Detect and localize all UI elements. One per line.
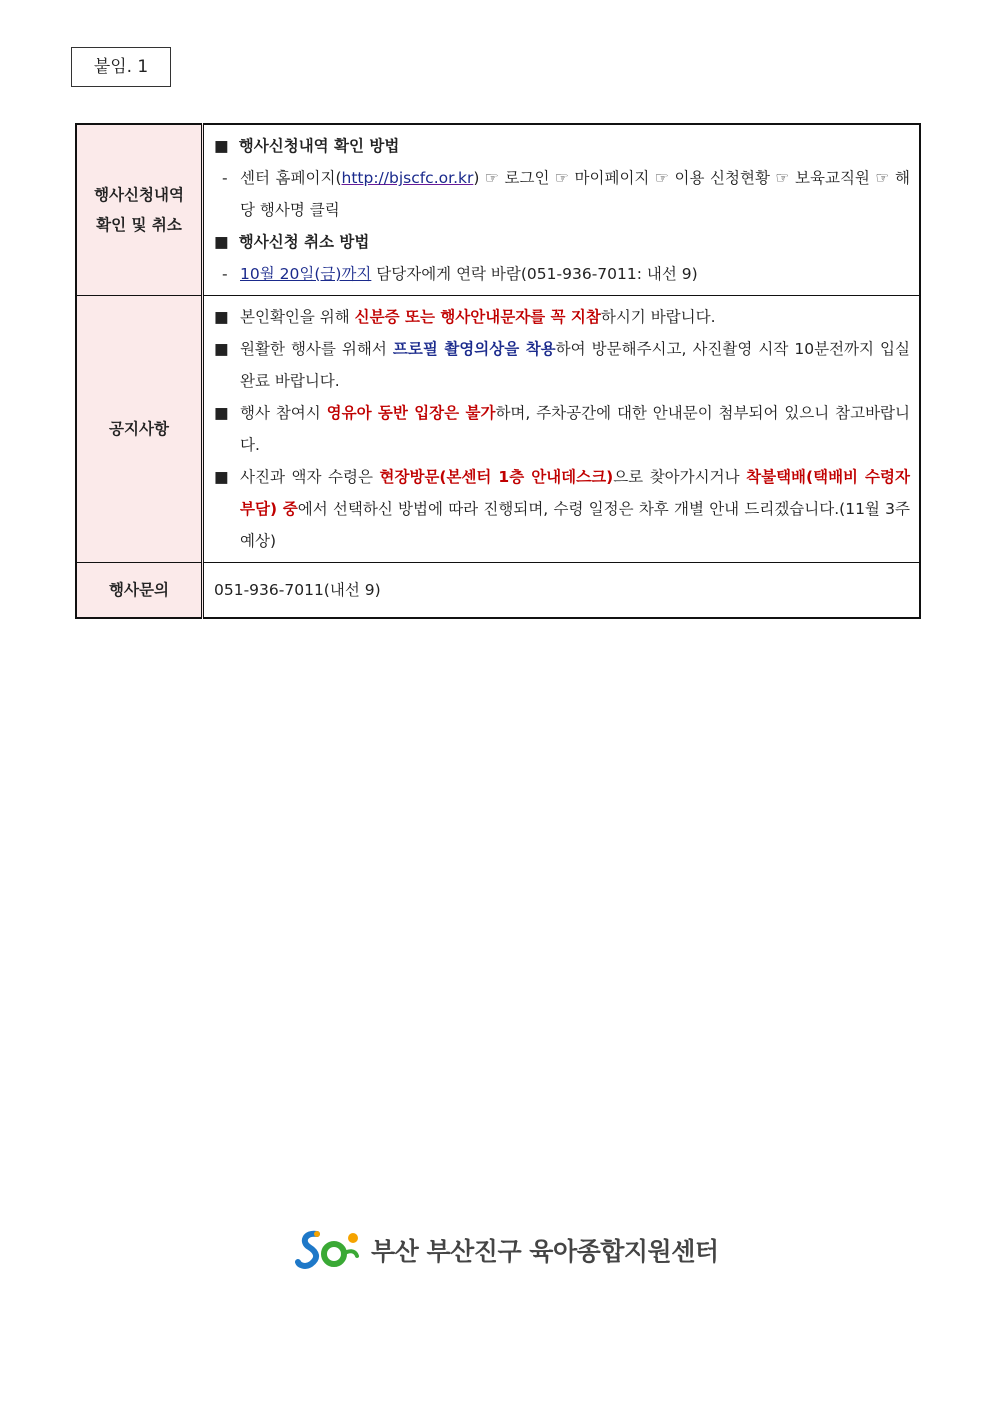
row-label-check-cancel bbox=[76, 124, 203, 296]
homepage-link[interactable]: http://bjscfc.or.kr bbox=[341, 169, 474, 187]
label-line: 행사신청내역 bbox=[94, 186, 184, 204]
notice-item: ■ 사진과 액자 수령은 현장방문(본센터 1층 안내데스크)으로 찾아가시거나 착불택배(택배비 수령자 부담) 중에서 선택하신 방법에 따라 진행되며, 수령 일정은 차후 개별 안내 드리겠습니다.(11월 3주 예상) bbox=[214, 461, 910, 557]
section-heading-cancel: ■ 행사신청 취소 방법 bbox=[214, 226, 910, 258]
table-row-notice bbox=[76, 296, 920, 563]
footer-branding bbox=[295, 1228, 719, 1272]
cancel-method-line: - 10월 20일(금)까지 담당자에게 연락 바람(051-936-7011: 내선 9) bbox=[222, 265, 698, 283]
table-row-contact bbox=[76, 563, 920, 619]
event-info-table bbox=[75, 123, 921, 619]
bullet-square-icon: ■ bbox=[214, 404, 229, 422]
bullet-square-icon: ■ bbox=[214, 340, 229, 358]
row-content-notice bbox=[203, 296, 921, 563]
section-heading-check: ■ 행사신청내역 확인 방법 bbox=[214, 130, 910, 162]
notice-item: ■ 원활한 행사를 위해서 프로필 촬영의상을 착용하여 방문해주시고, 사진촬영 시작 10분전까지 입실완료 바랍니다. bbox=[214, 333, 910, 397]
contact-phone: 051-936-7011(내선 9) bbox=[203, 563, 921, 619]
row-label-notice: 공지사항 bbox=[76, 296, 203, 563]
row-content-check-cancel bbox=[203, 124, 921, 296]
label-line: 확인 및 취소 bbox=[96, 216, 182, 234]
bullet-square-icon: ■ bbox=[214, 137, 229, 155]
cancel-deadline: 10월 20일(금)까지 bbox=[240, 265, 372, 283]
bjscfc-logo-icon bbox=[295, 1228, 363, 1272]
org-name: 부산 부산진구 육아종합지원센터 bbox=[371, 1237, 719, 1266]
row-label-contact: 행사문의 bbox=[76, 563, 203, 619]
bullet-square-icon: ■ bbox=[214, 308, 229, 326]
bullet-square-icon: ■ bbox=[214, 468, 229, 486]
attachment-label: 붙임. 1 bbox=[71, 47, 171, 87]
notice-item: ■ 행사 참여시 영유아 동반 입장은 불가하며, 주차공간에 대한 안내문이 첨부되어 있으니 참고바랍니다. bbox=[214, 397, 910, 461]
table-row-check-cancel bbox=[76, 124, 920, 296]
bullet-square-icon: ■ bbox=[214, 233, 229, 251]
check-method-line: - 센터 홈페이지(http://bjscfc.or.kr) ☞ 로그인 ☞ 마이페이지 ☞ 이용 신청현황 ☞ 보육교직원 ☞ 해당 행사명 클릭 bbox=[222, 169, 910, 219]
notice-item: ■ 본인확인을 위해 신분증 또는 행사안내문자를 꼭 지참하시기 바랍니다. bbox=[214, 301, 910, 333]
